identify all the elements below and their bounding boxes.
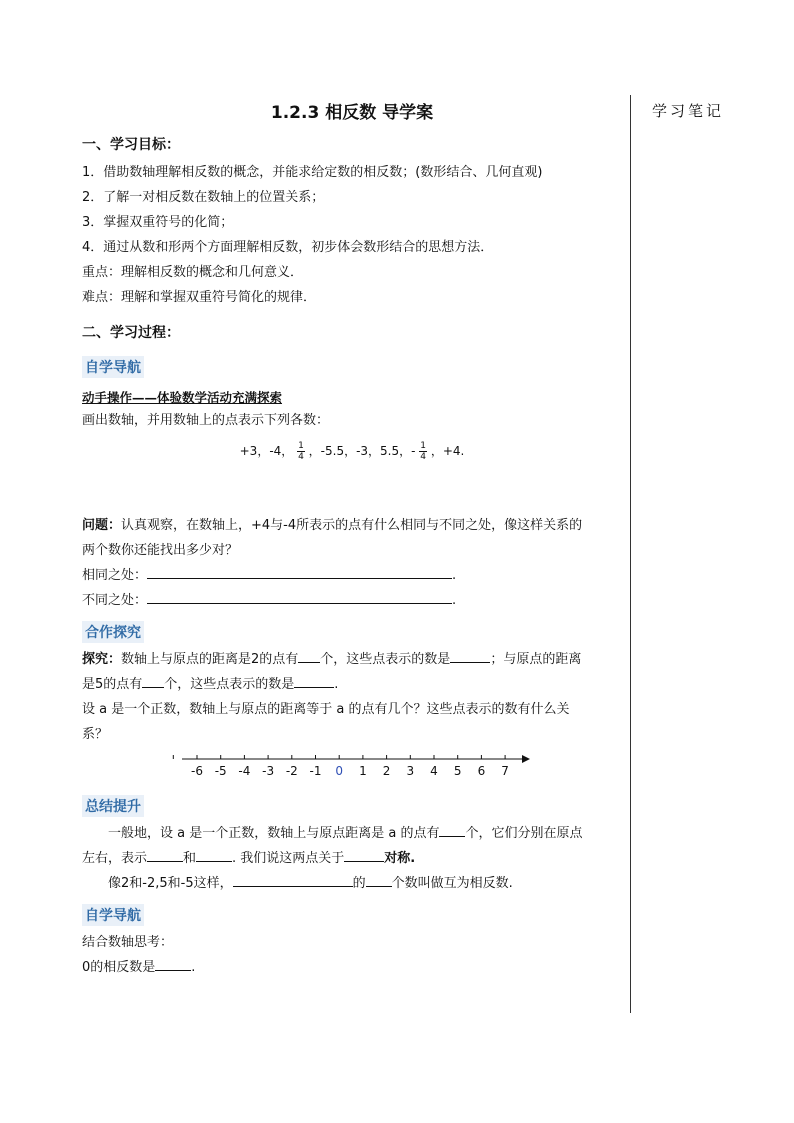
summary-text: 一般地，设 a 是一个正数，数轴上与原点距离是 a 的点有 <box>108 826 440 841</box>
summary-blank-a[interactable] <box>147 847 183 862</box>
zero-blank[interactable] <box>155 956 191 971</box>
explore-text: 个，这些点表示的数是 <box>164 677 295 692</box>
explore-line3: 设 a 是一个正数，数轴上与原点的距离等于 a 的点有几个？这些点表示的数有什么关 <box>82 702 570 717</box>
numbers-part2: ，-5.5，-3，5.5，- <box>308 444 416 458</box>
explore-line2 <box>82 672 622 697</box>
question <box>82 513 622 538</box>
summary-blank-two[interactable] <box>366 872 392 887</box>
diff-answer <box>82 588 622 613</box>
draw-instruction: 画出数轴，并用数轴上的点表示下列各数： <box>82 413 330 428</box>
explore-blank-count-5[interactable] <box>142 673 164 688</box>
fraction-denominator: 4 <box>420 452 427 462</box>
summary-blank-neg-a[interactable] <box>196 847 232 862</box>
axis-arrow-icon <box>522 755 530 763</box>
summary-text: 和 <box>183 851 197 866</box>
label-cooperation: 合作探究 <box>82 621 144 643</box>
axis-tick-label: 7 <box>501 764 509 778</box>
explore-blank-numbers-2[interactable] <box>450 648 490 663</box>
summary-line2 <box>82 846 622 871</box>
difficult-point: 难点：理解和掌握双重符号简化的规律． <box>82 290 317 305</box>
explore-line4: 系？ <box>82 727 109 742</box>
explore-blank-count-2[interactable] <box>298 648 320 663</box>
axis-tick-label: 3 <box>406 764 415 778</box>
fraction-numerator: 1 <box>298 441 304 451</box>
question-label: 问题： <box>82 518 122 533</box>
numbers-part3: ，+4. <box>430 444 465 458</box>
same-label: 相同之处： <box>82 568 148 583</box>
summary-text: 个数叫做互为相反数. <box>391 876 513 891</box>
explore-blank-numbers-5[interactable] <box>294 673 334 688</box>
explore-label: 探究： <box>82 652 122 667</box>
label-self-study: 自学导航 <box>82 356 144 378</box>
diff-period: . <box>452 593 457 608</box>
summary-text: 像2和-2,5和-5这样， <box>108 876 233 891</box>
axis-tick-label: 0 <box>335 764 344 778</box>
summary-blank-count[interactable] <box>439 822 465 837</box>
axis-tick-label: -1 <box>309 764 322 778</box>
axis-tick-label: 6 <box>477 764 486 778</box>
diff-label: 不同之处： <box>82 593 148 608</box>
summary-blank-condition[interactable] <box>233 872 353 887</box>
label-summary: 总结提升 <box>82 795 144 817</box>
axis-tick-label: 1 <box>359 764 367 778</box>
axis-tick-label: 5 <box>453 764 462 778</box>
axis-tick-label: -2 <box>285 764 298 778</box>
column-divider <box>630 95 631 1013</box>
section-goals-heading: 一、学习目标： <box>82 137 180 153</box>
key-point: 重点：理解相反数的概念和几何意义． <box>82 265 304 280</box>
explore-text: 数轴上与原点的距离是2的点有 <box>121 652 299 667</box>
notes-title: 学习笔记 <box>652 102 725 120</box>
axis-tick-label: -3 <box>262 764 275 778</box>
same-period: . <box>452 568 457 583</box>
axis-tick-label: 4 <box>430 764 438 778</box>
summary-text: . 我们说这两点关于 <box>232 851 345 866</box>
zero-period: . <box>191 960 196 975</box>
document-title: 1.2.3 相反数 导学案 <box>270 103 434 123</box>
summary-text: 左右，表示 <box>82 851 148 866</box>
summary-line1 <box>82 821 622 846</box>
diff-blank[interactable] <box>147 589 452 604</box>
same-answer <box>82 563 622 588</box>
axis-tick-label: -6 <box>191 764 203 778</box>
axis-ticks <box>173 755 509 778</box>
explore-text: . <box>334 677 339 692</box>
zero-text: 0的相反数是 <box>82 960 156 975</box>
axis-tick-label: -5 <box>214 764 227 778</box>
explore-text: 个，这些点表示的数是 <box>320 652 451 667</box>
same-blank[interactable] <box>147 564 452 579</box>
axis-tick-label: -4 <box>238 764 251 778</box>
fraction-neg-quarter <box>419 441 427 462</box>
goal-2: 2．了解一对相反数在数轴上的位置关系； <box>82 190 325 205</box>
numbers-part1: +3，-4， <box>239 444 294 458</box>
explore-line1 <box>82 647 622 672</box>
summary-line3 <box>82 871 622 896</box>
number-line <box>82 753 622 783</box>
fraction-quarter <box>297 441 305 462</box>
zero-opposite <box>82 955 622 980</box>
number-line-svg <box>82 753 622 779</box>
summary-text: 的 <box>352 876 366 891</box>
summary-text: 个，它们分别在原点 <box>465 826 583 841</box>
number-list <box>82 441 622 471</box>
main-column <box>82 88 622 980</box>
explore-text: ；与原点的距离 <box>490 652 582 667</box>
summary-blank-origin[interactable] <box>344 847 384 862</box>
goal-4: 4．通过从数和形两个方面理解相反数，初步体会数形结合的思想方法． <box>82 240 494 255</box>
fraction-numerator: 1 <box>420 441 427 451</box>
drawing-space <box>82 471 622 513</box>
summary-symmetric: 对称. <box>384 851 416 866</box>
question-line2: 两个数你还能找出多少对？ <box>82 543 239 558</box>
explore-text: 是5的点有 <box>82 677 143 692</box>
goal-3: 3．掌握双重符号的化简； <box>82 215 234 230</box>
axis-tick-label: 2 <box>382 764 391 778</box>
fraction-denominator: 4 <box>298 452 304 462</box>
think-line: 结合数轴思考： <box>82 935 174 950</box>
question-text: 认真观察，在数轴上，+4与-4所表示的点有什么相同与不同之处，像这样关系的 <box>121 518 583 533</box>
label-self-study-2: 自学导航 <box>82 904 144 926</box>
activity-title: 动手操作——体验数学活动充满探索 <box>82 390 283 405</box>
section-process-heading: 二、学习过程： <box>82 325 180 341</box>
goal-1: 1．借助数轴理解相反数的概念，并能求给定数的相反数；(数形结合、几何直观) <box>82 165 543 180</box>
